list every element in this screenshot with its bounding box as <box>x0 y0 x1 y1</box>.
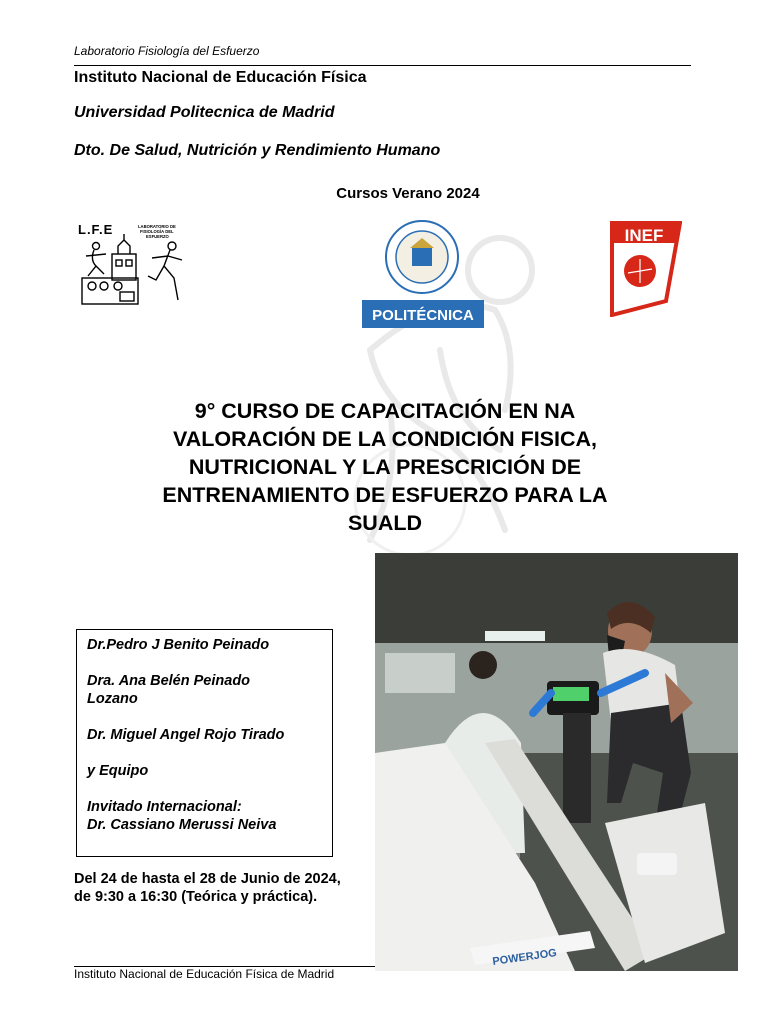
upm-label: POLITÉCNICA <box>372 307 474 324</box>
institute-name: Instituto Nacional de Educación Física <box>74 69 367 86</box>
header-divider <box>74 65 691 66</box>
faculty-member: Dra. Ana Belén Peinado <box>87 673 251 689</box>
program-title: Cursos Verano 2024 <box>336 185 480 202</box>
course-title-line: ENTRENAMIENTO DE ESFUERZO PARA LA <box>162 483 608 507</box>
faculty-team: y Equipo <box>87 763 149 779</box>
course-title-line: VALORACIÓN DE LA CONDICIÓN FISICA, <box>172 427 598 451</box>
svg-text:L.F.E: L.F.E <box>78 222 114 237</box>
course-hours: de 9:30 a 16:30 (Teórica y práctica). <box>74 889 318 905</box>
faculty-member-continued: Lozano <box>87 691 138 707</box>
course-title-line: SUALD <box>347 511 423 535</box>
inef-label: INEF <box>624 226 664 245</box>
faculty-member: Dr.Pedro J Benito Peinado <box>87 637 270 653</box>
inef-logo <box>610 221 682 317</box>
upm-seal-icon <box>360 216 486 331</box>
course-title <box>100 397 670 537</box>
svg-text:ESFUERZO: ESFUERZO <box>146 234 169 239</box>
university-name: Universidad Politecnica de Madrid <box>74 104 335 121</box>
lfe-logo <box>78 220 194 308</box>
guest-label: Invitado Internacional: <box>87 799 242 815</box>
svg-text:LABORATORIO DE: LABORATORIO DE <box>138 224 176 229</box>
guest-name: Dr. Cassiano Merussi Neiva <box>87 817 277 833</box>
course-title-line: NUTRICIONAL Y LA PRESCRICIÓN DE <box>188 455 582 479</box>
running-header: Laboratorio Fisiología del Esfuerzo <box>74 44 260 58</box>
lab-test-photo <box>375 553 738 971</box>
upm-logo <box>360 216 486 331</box>
svg-text:FISIOLOGÍA DEL: FISIOLOGÍA DEL <box>140 229 174 234</box>
department-name: Dto. De Salud, Nutrición y Rendimiento Humano <box>74 142 441 159</box>
course-schedule <box>74 870 341 906</box>
course-title-line: 9° CURSO DE CAPACITACIÓN EN NA <box>194 399 576 423</box>
course-dates: Del 24 de hasta el 28 de Junio de 2024, <box>74 871 341 887</box>
ergometer-brand: POWERJOG <box>491 947 558 968</box>
faculty-member: Dr. Miguel Angel Rojo Tirado <box>87 727 285 743</box>
faculty-box <box>76 629 333 857</box>
page-footer: Instituto Nacional de Educación Física de Madrid <box>74 967 335 981</box>
